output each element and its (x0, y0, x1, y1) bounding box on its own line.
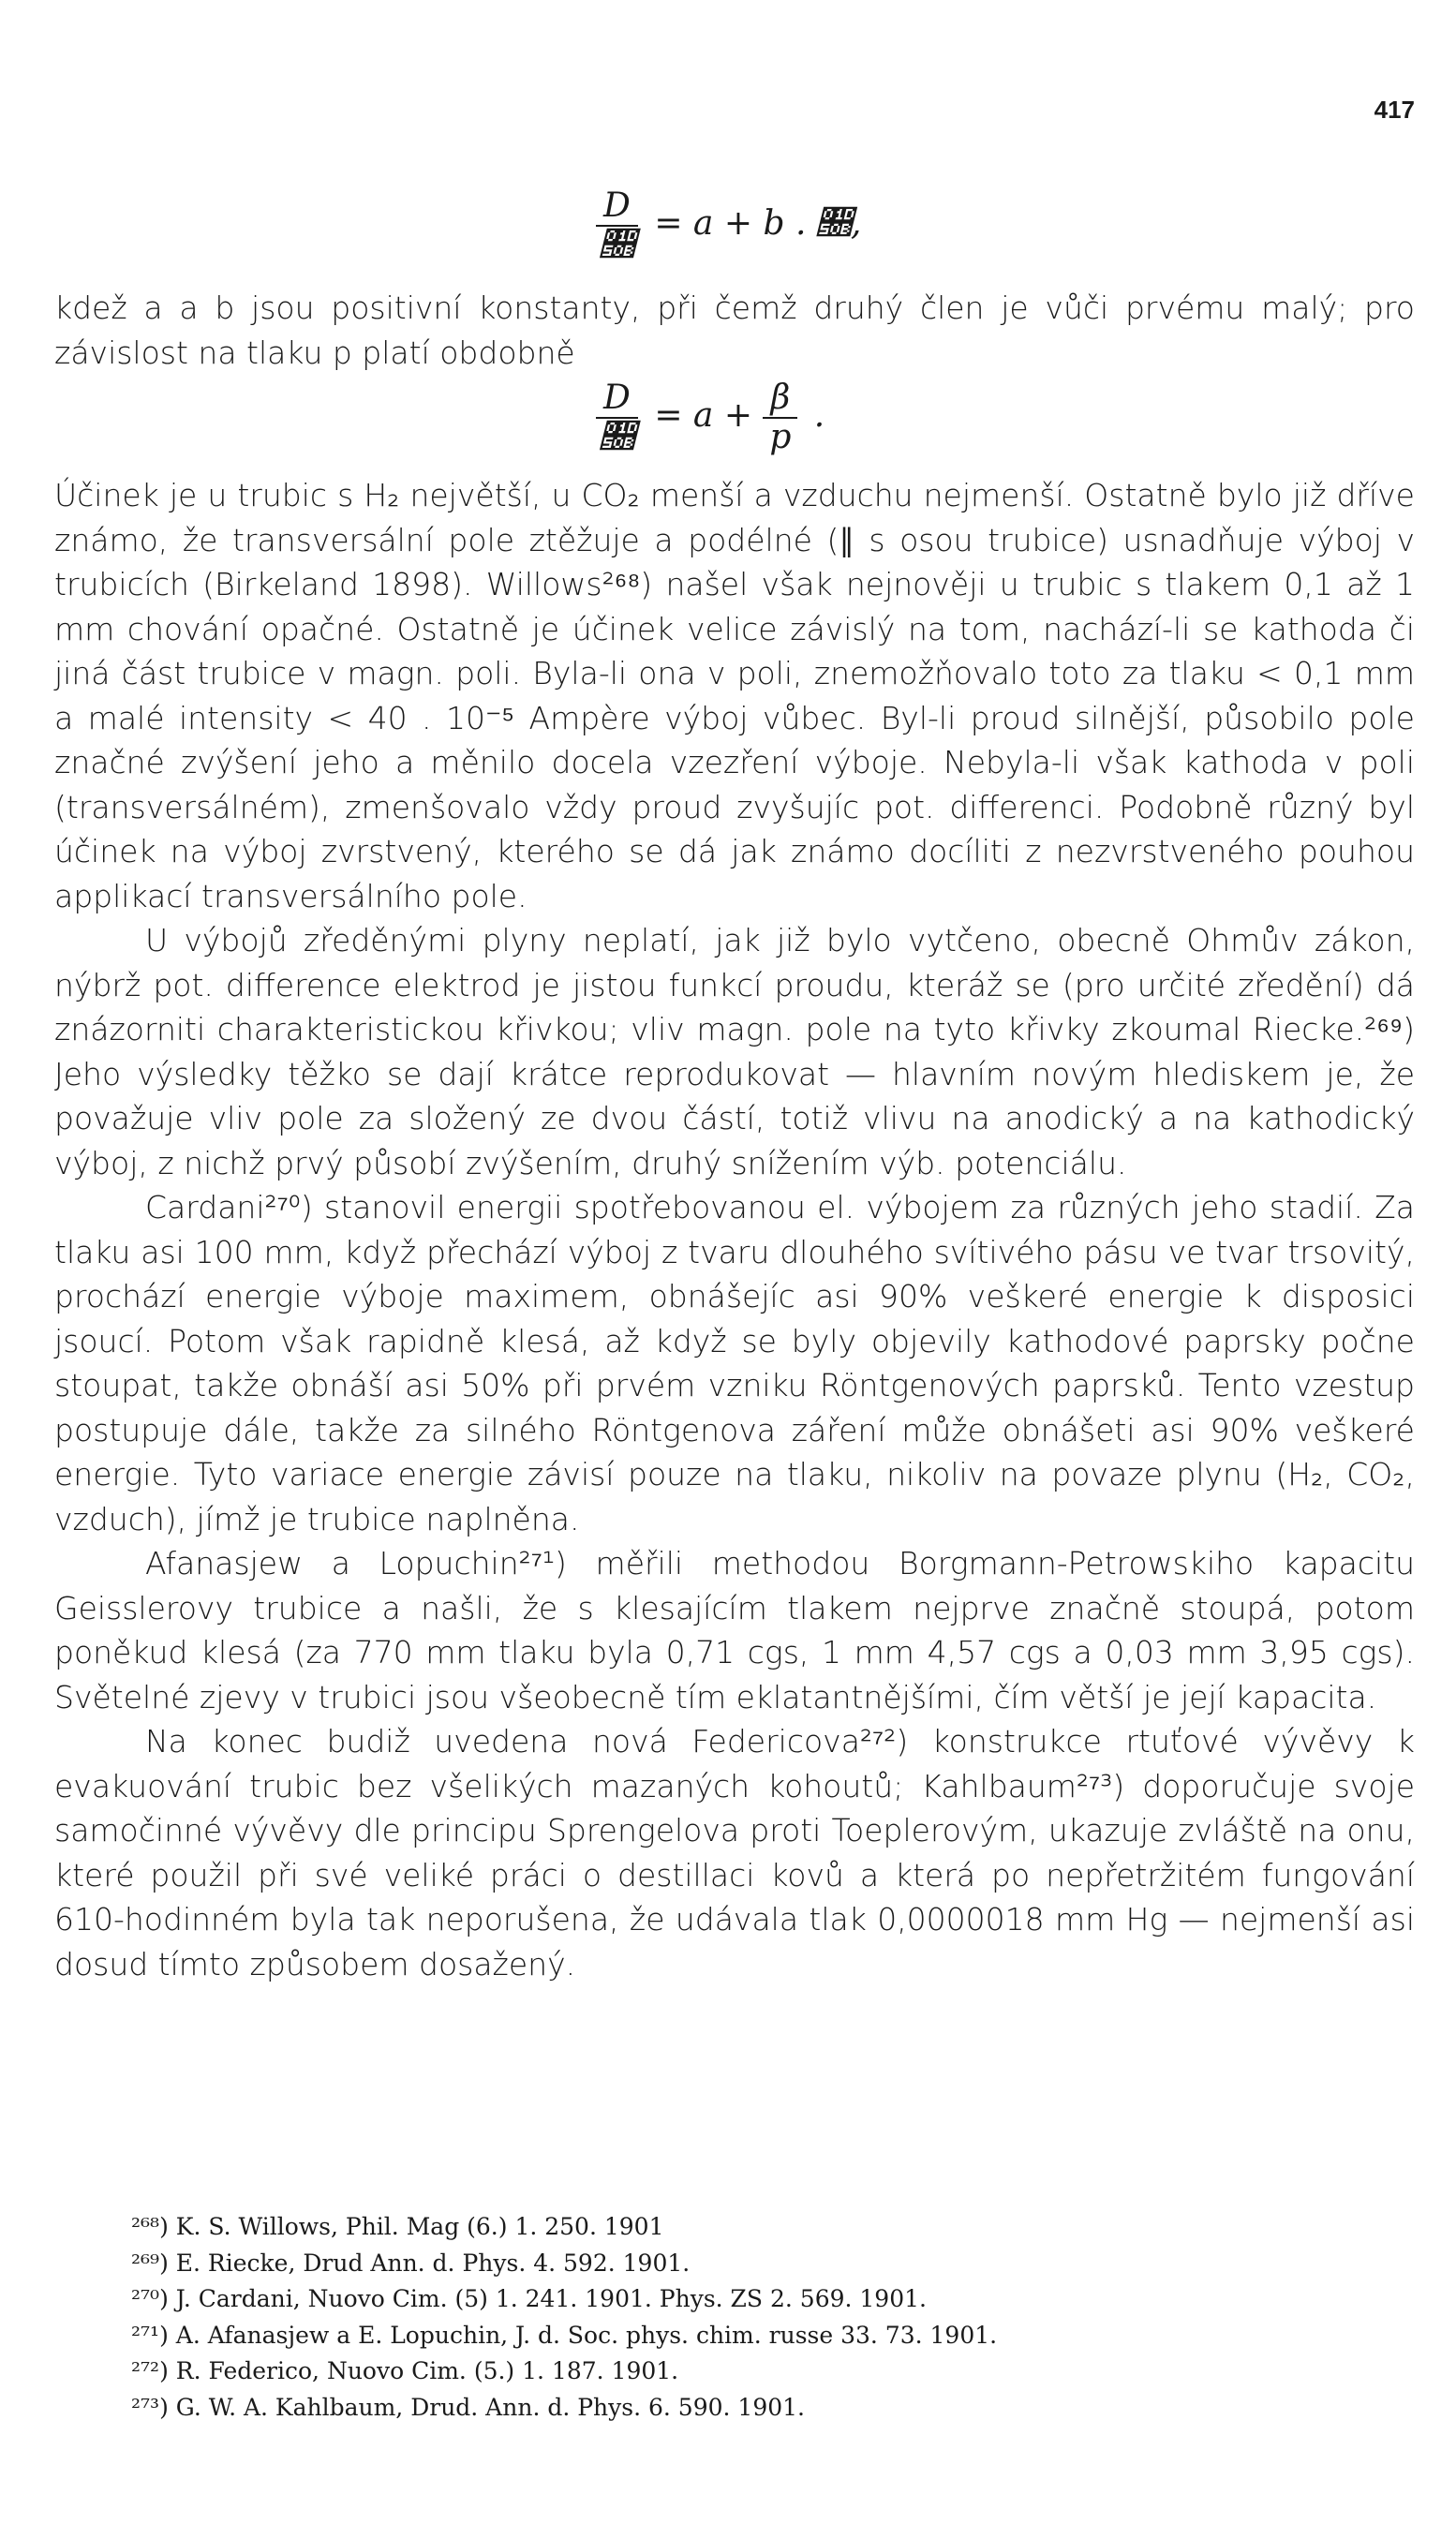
equation-2-rhs: = a + (654, 396, 753, 435)
paragraph-3: Cardani²⁷⁰) stanovil energii spotřebovanou el. výbojem za různých jeho stadií. Za tlaku asi 100 mm, když přechází výboj z tvaru dlouhého svítivého pásu ve tvar trsovitý, prochází energie výboje maximem, obnášejíc asi 90% veškeré energie k disposici jsoucí. Potom však rapidně klesá, až když se byly objevily kathodové paprsky počne stoupat, takže obnáší asi 50% při prvém vzniku Röntgenových paprsků. Tento vzestup postupuje dále, takže za silného Röntgenova záření může obnášeti asi 90% veškeré energie. Tyto variace energie závisí pouze na tlaku, nikoliv na povaze plynu (H₂, CO₂, vzduch), jímž je trubice naplněna. (54, 1189, 1415, 1537)
equation-2-numerator: D (596, 379, 638, 419)
equation-2-fraction (596, 379, 638, 456)
page-number: 417 (1374, 96, 1415, 124)
intro-paragraph (54, 286, 1415, 375)
equation-2-second-fraction (763, 379, 797, 456)
equation-2 (596, 379, 825, 456)
footnote-270: ²⁷⁰) J. Cardani, Nuovo Cim. (5) 1. 241. 1901. Phys. ZS 2. 569. 1901. (131, 2285, 927, 2312)
footnote-273: ²⁷³) G. W. A. Kahlbaum, Drud. Ann. d. Phys. 6. 590. 1901. (131, 2393, 805, 2421)
equation-2-end: . (813, 396, 825, 435)
footnote-269: ²⁶⁹) E. Riecke, Drud Ann. d. Phys. 4. 592. 1901. (131, 2249, 691, 2277)
paragraph-5: Na konec budiž uvedena nová Federicova²⁷²) konstrukce rtuťové vývěvy k evakuování trubic bez všelikých mazaných kohoutů; Kahlbaum²⁷³) doporučuje svoje samočinné vývěvy dle principu Sprengelova proti Toeplerovým, ukazuje zvláště na onu, které použil při své veliké práci o destillaci kovů a která po nepřetržitém fungování 610-hodinném byla tak neporušena, že udávala tlak 0,0000018 mm Hg — nejmenší asi dosud tímto způsobem dosažený. (54, 1723, 1415, 1982)
footnote-271: ²⁷¹) A. Afanasjew a E. Lopuchin, J. d. Soc. phys. chim. russe 33. 73. 1901. (131, 2321, 998, 2349)
intro-text: kdež a a b jsou positivní konstanty, při čemž druhý člen je vůči prvému malý; pro závislost na tlaku p platí obdobně (54, 290, 1415, 371)
equation-1-fraction (596, 187, 638, 264)
equation-2-denominator: 𝔋 (600, 418, 634, 456)
footnote-272: ²⁷²) R. Federico, Nuovo Cim. (5.) 1. 187. 1901. (131, 2357, 679, 2384)
paragraph-2: U výbojů zředěnými plyny neplatí, jak již bylo vytčeno, obecně Ohmův zákon, nýbrž pot. difference elektrod je jistou funkcí proudu, kteráž se (pro určité zředění) dá znázorniti charakteristickou křivkou; vliv magn. pole na tyto křivky zkoumal Riecke.²⁶⁹) Jeho výsledky těžko se dají krátce reprodukovat — hlavním novým hlediskem je, že považuje vliv pole za složený ze dvou částí, totiž vlivu na anodický a na kathodický výboj, z nichž prvý působí zvýšením, druhý snížením výb. potenciálu. (54, 922, 1415, 1181)
equation-1-denominator: 𝔋 (600, 226, 634, 264)
paragraph-4: Afanasjew a Lopuchin²⁷¹) měřili methodou Borgmann-Petrowskiho kapacitu Geisslerovy trubice a našli, že s klesajícím tlakem nejprve značně stoupá, potom poněkud klesá (za 770 mm tlaku byla 0,71 cgs, 1 mm 4,57 cgs a 0,03 mm 3,95 cgs). Světelné zjevy v trubici jsou všeobecně tím eklatantnějšími, čím větší je její kapacita. (54, 1545, 1415, 1715)
equation-2-p: p (769, 418, 792, 456)
footnotes (131, 2209, 1424, 2426)
paragraph-1: Účinek je u trubic s H₂ největší, u CO₂ menší a vzduchu nejmenší. Ostatně bylo již dříve známo, že transversální pole ztěžuje a podélné (∥ s osou trubice) usnadňuje výboj v trubicích (Birkeland 1898). Willows²⁶⁸) našel však nejnověji u trubic s tlakem 0,1 až 1 mm chování opačné. Ostatně je účinek velice závislý na tom, nachází-li se kathoda či jiná část trubice v magn. poli. Byla-li ona v poli, znemožňovalo toto za tlaku < 0,1 mm a malé intensity < 40 . 10⁻⁵ Ampère výboj vůbec. Byl-li proud silnější, působilo pole značné zvýšení jeho a měnilo docela vzezření výboje. Nebyla-li však kathoda v poli (transversálném), zmenšovalo vždy proud zvyšujíc pot. differenci. Podobně různý byl účinek na výboj zvrstvený, kterého se dá jak známo docíliti z nezvrstveného pouhou applikací transversálního pole. (54, 477, 1415, 914)
equation-1-rhs: = a + b . 𝔋, (654, 204, 862, 243)
equation-2-beta: β (763, 379, 797, 419)
equation-1-numerator: D (596, 187, 638, 227)
footnote-268: ²⁶⁸) K. S. Willows, Phil. Mag (6.) 1. 250. 1901 (131, 2213, 664, 2240)
equation-1 (596, 187, 861, 264)
body-text (54, 473, 1415, 1986)
